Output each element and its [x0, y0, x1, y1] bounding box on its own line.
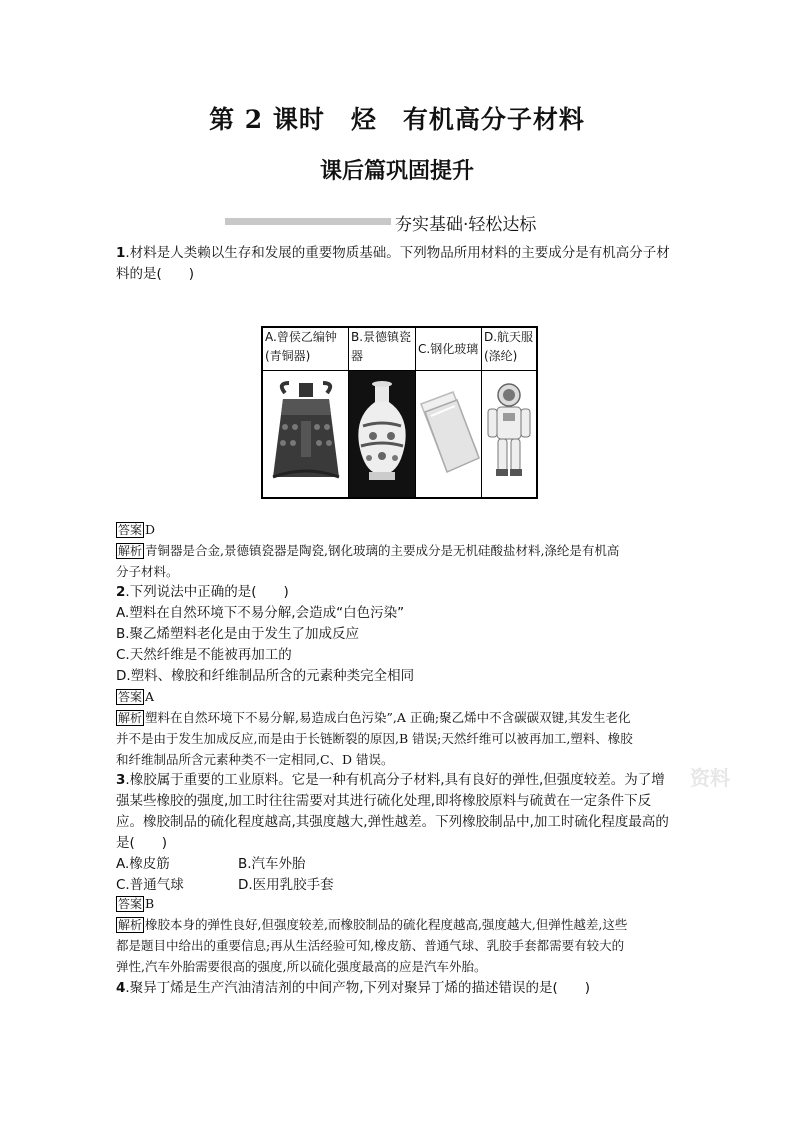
- question-text: 强某些橡胶的强度,加工时往往需要对其进行硫化处理,即将橡胶原料与硫黄在一定条件下反: [116, 793, 652, 809]
- analysis-tag: 解析: [118, 918, 143, 932]
- spacesuit-icon: [482, 371, 538, 499]
- analysis-text: 塑料在自然环境下不易分解,易造成白色污染”,A 正确;聚乙烯中不含碳碳双键,其发生老化: [145, 710, 631, 725]
- question-text: .聚异丁烯是生产汽油清洁剂的中间产物,下列对聚异丁烯的描述错误的是( ): [125, 980, 591, 996]
- option-c: C.天然纤维是不能被再加工的: [116, 647, 292, 663]
- analysis-1: [116, 540, 686, 582]
- analysis-text: 橡胶本身的弹性良好,但强度较差,而橡胶制品的硫化程度越高,强度越大,但弹性越差,这些: [145, 917, 628, 932]
- analysis-text: 并不是由于发生加成反应,而是由于长链断裂的原因,B 错误;天然纤维可以被再加工,塑料、橡胶: [116, 731, 633, 746]
- answer-2: [116, 686, 686, 707]
- answer-tag: 答案: [118, 523, 143, 537]
- analysis-text: 和纤维制品所含元素种类不一定相同,C、D 错误。: [116, 752, 394, 767]
- analysis-text: 都是题目中给出的重要信息;再从生活经验可知,橡皮筋、普通气球、乳胶手套都需要有较大的: [116, 938, 625, 953]
- watermark: 资料: [690, 766, 730, 790]
- option-c-label: C.钢化玻璃: [416, 327, 482, 371]
- question-number: 3: [116, 772, 126, 788]
- answer-tag: 答案: [118, 690, 143, 704]
- option-d-label: D.航天服(涤纶): [482, 327, 538, 371]
- question-text: 是( ): [116, 835, 168, 851]
- question-text: 料的是( ): [116, 266, 195, 282]
- porcelain-vase-icon: [349, 371, 416, 499]
- bronze-bell-icon: [262, 371, 349, 499]
- option-a-label: A.曾侯乙编钟(青铜器): [262, 327, 349, 371]
- question-1: [116, 243, 691, 285]
- page-title: 第 2 课时 烃 有机高分子材料: [209, 105, 585, 134]
- question-text: .橡胶属于重要的工业原料。它是一种有机高分子材料,具有良好的弹性,但强度较差。为了增: [125, 772, 665, 788]
- answer-1: [116, 519, 686, 540]
- section-bar: [225, 218, 391, 225]
- analysis-text: 青铜器是合金,景德镇瓷器是陶瓷,钢化玻璃的主要成分是无机硅酸盐材料,涤纶是有机高: [145, 543, 620, 558]
- answer-tag: 答案: [118, 897, 143, 911]
- options-table: [261, 326, 538, 499]
- option-b-label: B.景德镇瓷器: [349, 327, 416, 371]
- answer-value: B: [145, 896, 155, 911]
- analysis-tag: 解析: [118, 544, 143, 558]
- option-a: A.塑料在自然环境下不易分解,会造成“白色污染”: [116, 605, 405, 621]
- analysis-text: 分子材料。: [116, 564, 179, 579]
- question-number: 1: [116, 245, 126, 261]
- answer-value: A: [145, 689, 155, 704]
- section-heading: 夯实基础·轻松达标: [395, 215, 537, 235]
- analysis-tag: 解析: [118, 711, 143, 725]
- option-c: C.普通气球: [116, 877, 184, 893]
- answer-value: D: [145, 522, 156, 537]
- analysis-2: [116, 707, 686, 770]
- option-b: B.聚乙烯塑料老化是由于发生了加成反应: [116, 626, 360, 642]
- question-text: .材料是人类赖以生存和发展的重要物质基础。下列物品所用材料的主要成分是有机高分子材: [125, 245, 670, 261]
- question-number: 2: [116, 584, 126, 600]
- question-text: 应。橡胶制品的硫化程度越高,其强度越大,弹性越差。下列橡胶制品中,加工时硫化程度最高的: [116, 814, 669, 830]
- option-d: D.塑料、橡胶和纤维制品所含的元素种类完全相同: [116, 668, 415, 684]
- option-a: A.橡皮筋: [116, 856, 170, 872]
- question-number: 4: [116, 980, 126, 996]
- glass-sheet-icon: [416, 371, 482, 499]
- question-3: [116, 770, 691, 896]
- page-subtitle: 课后篇巩固提升: [319, 158, 474, 184]
- question-text: .下列说法中正确的是( ): [125, 584, 289, 600]
- option-b: B.汽车外胎: [238, 856, 306, 872]
- question-4: [116, 978, 691, 999]
- question-2: [116, 582, 691, 687]
- analysis-text: 弹性,汽车外胎需要很高的强度,所以硫化强度最高的应是汽车外胎。: [116, 959, 487, 974]
- analysis-3: [116, 914, 686, 977]
- answer-3: [116, 893, 686, 914]
- option-d: D.医用乳胶手套: [238, 877, 334, 893]
